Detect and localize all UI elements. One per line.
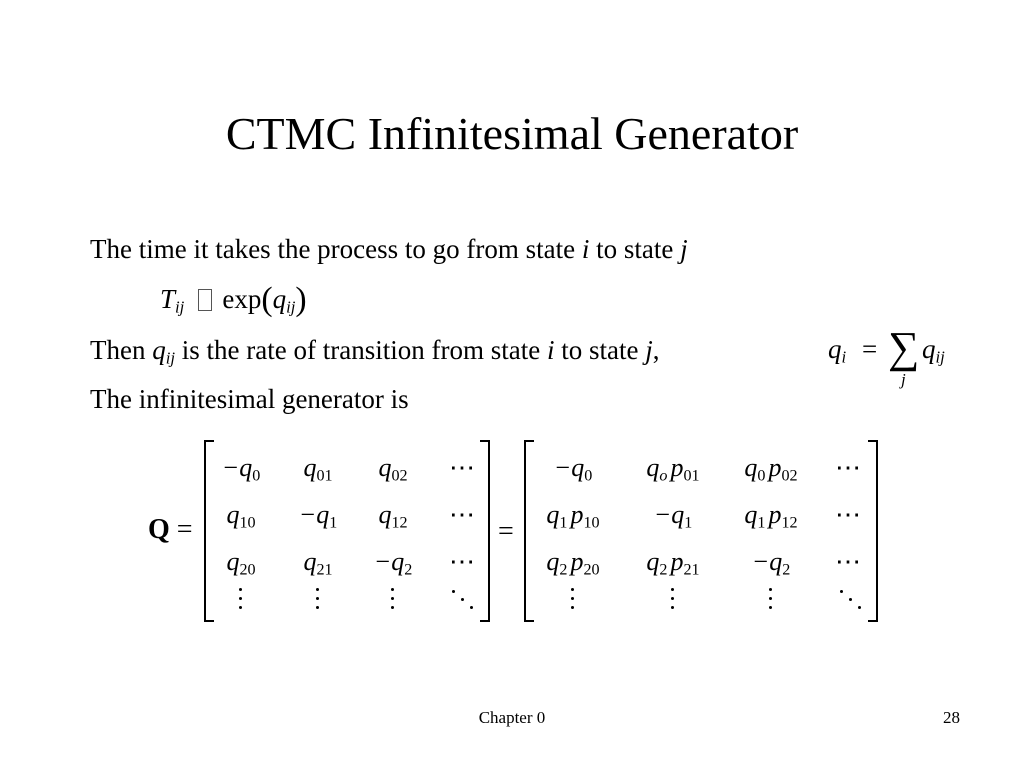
right-matrix-cell: $-q_0$ <box>553 453 593 485</box>
left-paren: ( <box>261 281 273 319</box>
right-matrix-cell: $q_o$ $p_{01}$ <box>646 453 700 485</box>
sum-lhs-sub: i <box>841 347 847 367</box>
exp-function: exp <box>222 284 262 314</box>
text-line-1 <box>90 232 688 266</box>
left-matrix-cell: $-q_0$ <box>221 453 261 485</box>
vdots-icon <box>769 586 773 612</box>
left-matrix-cell: $q_{02}$ <box>378 453 408 485</box>
q-symbol: q <box>272 284 287 314</box>
missing-glyph-icon <box>198 289 212 311</box>
right-matrix-cell: ⋯ <box>835 547 861 576</box>
sigma-icon: ∑ <box>888 323 920 372</box>
matrix-equals-2: = <box>498 516 514 547</box>
right-paren: ) <box>295 281 307 319</box>
right-matrix-cell: ⋯ <box>835 500 861 529</box>
left-matrix-cell: $q_{12}$ <box>378 500 408 532</box>
right-matrix-left-bracket <box>524 440 534 622</box>
footer-chapter: Chapter 0 <box>478 708 546 727</box>
line3-var-j: j <box>645 335 653 365</box>
T-subscript: ij <box>175 297 185 317</box>
vdots-icon <box>391 586 395 612</box>
sum-formula <box>828 323 963 394</box>
sum-lhs-q: q <box>828 334 842 364</box>
ddots-icon <box>837 586 863 612</box>
left-matrix-cell: $q_{20}$ <box>226 547 256 579</box>
right-matrix-cell: $-q_2$ <box>751 547 791 579</box>
left-matrix-cell: $q_{01}$ <box>303 453 333 485</box>
left-matrix-cell: $q_{10}$ <box>226 500 256 532</box>
text-line-3 <box>90 333 659 367</box>
line1-text-a: The time it takes the process to go from state <box>90 234 582 264</box>
line3-q-sub: ij <box>165 348 176 368</box>
right-matrix-cell: $q_0$ $p_{02}$ <box>744 453 798 485</box>
right-matrix-cell: $q_2$ $p_{21}$ <box>646 547 700 579</box>
q-subscript: ij <box>286 297 296 317</box>
sum-rhs-sub: ij <box>935 347 945 367</box>
line3-q: q <box>152 335 166 365</box>
line3-text-a: Then <box>90 335 153 365</box>
matrix-Q: Q <box>148 514 170 545</box>
left-matrix-cell: $q_{21}$ <box>303 547 333 579</box>
line3-text-b: is the rate of transition from state <box>175 335 547 365</box>
vdots-icon <box>239 586 243 612</box>
line3-text-c: to state <box>554 335 646 365</box>
left-matrix-cell: ⋯ <box>449 453 475 482</box>
sum-rhs-q: q <box>922 334 936 364</box>
matrix-label <box>148 513 193 547</box>
right-matrix-cell: $q_1$ $p_{12}$ <box>744 500 798 532</box>
left-matrix-cell: ⋯ <box>449 500 475 529</box>
right-matrix-cell: $q_2$ $p_{20}$ <box>546 547 600 579</box>
right-matrix-cell: $q_1$ $p_{10}$ <box>546 500 600 532</box>
text-line-2-formula <box>160 281 307 319</box>
sigma-index: j <box>901 370 906 389</box>
matrix-equals-1: = <box>176 514 193 545</box>
sum-lhs <box>828 334 846 365</box>
vdots-icon <box>571 586 575 612</box>
vdots-icon <box>671 586 675 612</box>
line1-text-b: to state <box>589 234 681 264</box>
line1-var-j: j <box>680 234 688 264</box>
line3-text-d: , <box>652 335 660 365</box>
right-matrix-cell: $-q_1$ <box>653 500 693 532</box>
vdots-icon <box>316 586 320 612</box>
right-matrix-cell: ⋯ <box>835 453 861 482</box>
sum-equals: = <box>862 334 878 364</box>
left-matrix-left-bracket <box>204 440 214 622</box>
left-matrix-cell: $-q_1$ <box>298 500 338 532</box>
left-matrix-cell: $-q_2$ <box>373 547 413 579</box>
text-line-4: The infinitesimal generator is <box>90 384 409 414</box>
ddots-icon <box>449 586 475 612</box>
footer-page-number: 28 <box>943 708 960 727</box>
right-matrix-right-bracket <box>868 440 878 622</box>
sum-rhs <box>922 334 945 365</box>
T-symbol: T <box>160 284 176 314</box>
line1-var-i: i <box>581 234 590 264</box>
line3-var-i: i <box>546 335 555 365</box>
left-matrix-cell: ⋯ <box>449 547 475 576</box>
slide-title: CTMC Infinitesimal Generator <box>225 108 799 159</box>
left-matrix-right-bracket <box>480 440 490 622</box>
